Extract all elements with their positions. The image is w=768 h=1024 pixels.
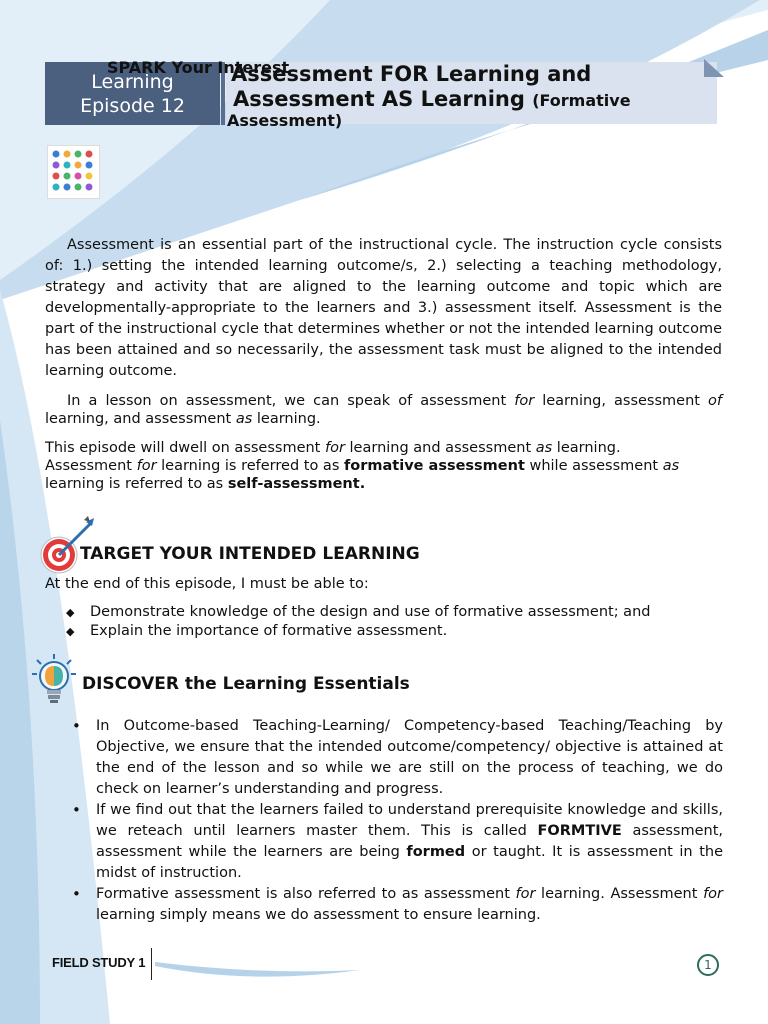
p2-text-c: learning, and assessment: [45, 411, 236, 427]
title-line2-main: Assessment AS Learning: [233, 87, 525, 111]
item2-text-b: assessment, assessment while the learners are being: [96, 823, 724, 860]
lightbulb-brain-icon: [32, 654, 76, 704]
p3-line3: [45, 475, 722, 493]
item3-text-c: learning simply means we do assessment to ensure learning.: [96, 907, 541, 923]
bullet-icon: •: [72, 801, 81, 819]
footer-label: FIELD STUDY 1: [52, 955, 146, 970]
p2-text-a: In a lesson on assessment, we can speak of assessment: [67, 393, 515, 409]
title-line2-small: (Formative: [532, 91, 631, 110]
episode-title-line3: Assessment): [227, 111, 343, 130]
page-number: 1: [697, 954, 719, 976]
list-item: [72, 884, 723, 926]
item3-for: for: [515, 886, 536, 902]
p3-text-f: while assessment: [524, 458, 663, 474]
item2-text-c: or taught. It is assessment in the midst of instruction.: [96, 844, 723, 881]
objectives-list: [66, 603, 650, 641]
p2-for: for: [514, 393, 535, 409]
p2-text-b: learning, assessment: [534, 393, 709, 409]
episode-title-line2: [233, 87, 631, 111]
p2-of: of: [708, 393, 722, 409]
item2-bold-formed: formed: [406, 844, 466, 860]
bullet-icon: •: [72, 885, 81, 903]
discover-item-text: [96, 884, 723, 926]
episode-title-line1: Assessment FOR Learning and: [231, 62, 592, 86]
intro-paragraph-1: [45, 235, 722, 382]
episode-number: Episode 12: [80, 94, 185, 117]
item2-text-a: If we find out that the learners failed to understand prerequisite knowledge and skills, we reteach until learners master them. This is called: [96, 802, 723, 839]
p3-self: self-assessment.: [227, 476, 366, 492]
intro-paragraph-1-text: Assessment is an essential part of the instructional cycle. The instruction cycle consists of: 1.) setting the intended learning outcome/s, 2.) selecting a teaching methodology, strategy and activity that are aligned to the learning outcome and topic which are developmentally-appropriate to the learners and 3.) assessment itself. Assessment is the part of the instructional cycle that determines whether or not the intended learning outcome has been attained and so necessarily, the assessment task must be aligned to the intended learning outcome.: [45, 237, 722, 379]
discover-list: [72, 716, 723, 926]
discover-item-text: In Outcome-based Teaching-Learning/ Competency-based Teaching/Teaching by Objective, we ensure that the intended outcome/competency/ objective is attained at the end of the lesson and so while we are still on the process of teaching, we do check on learner’s understanding and progress.: [96, 718, 723, 797]
p3-line1: [45, 439, 722, 457]
discover-section-title: DISCOVER the Learning Essentials: [82, 674, 410, 694]
p3-text-e: learning is referred to as: [156, 458, 344, 474]
p2-text-d: learning.: [252, 411, 321, 427]
item3-text-a: Formative assessment is also referred to as assessment: [96, 886, 516, 902]
spark-label: SPARK Your Interest: [107, 58, 290, 77]
p3-line2: [45, 457, 722, 475]
list-item: [66, 603, 650, 622]
p2-as: as: [235, 411, 253, 427]
p3-as2: as: [662, 458, 680, 474]
p3-text-d: Assessment: [45, 458, 137, 474]
target-section-title: TARGET YOUR INTENDED LEARNING: [80, 544, 420, 564]
objective-text: Explain the importance of formative assessment.: [90, 623, 448, 639]
item3-text-b: learning. Assessment: [535, 886, 704, 902]
diamond-bullet-icon: ◆: [66, 625, 75, 638]
learning-icons-image: [47, 145, 100, 199]
item2-bold-formative: FORMTIVE: [537, 823, 622, 839]
p3-text-b: learning and assessment: [344, 440, 536, 456]
episode-label: Learning: [91, 70, 174, 93]
intro-paragraph-3: [45, 439, 722, 493]
item3-for2: for: [703, 886, 723, 902]
list-item: [72, 716, 723, 800]
intro-paragraph-2: [45, 392, 722, 428]
list-item: [66, 622, 650, 641]
objective-text: Demonstrate knowledge of the design and use of formative assessment; and: [90, 604, 651, 620]
bullet-icon: •: [72, 717, 81, 735]
p3-text-a: This episode will dwell on assessment: [45, 440, 325, 456]
corner-fold-icon: [704, 59, 724, 77]
p3-for2: for: [136, 458, 157, 474]
p3-text-c: learning.: [552, 440, 621, 456]
discover-item-text: [96, 800, 723, 884]
footer-divider: [151, 948, 152, 980]
target-intro: At the end of this episode, I must be able to:: [45, 576, 369, 592]
p3-formative: formative assessment: [343, 458, 525, 474]
list-item: [72, 800, 723, 884]
p3-for: for: [324, 440, 345, 456]
diamond-bullet-icon: ◆: [66, 606, 75, 619]
p3-text-g: learning is referred to as: [45, 476, 228, 492]
p3-as: as: [535, 440, 553, 456]
